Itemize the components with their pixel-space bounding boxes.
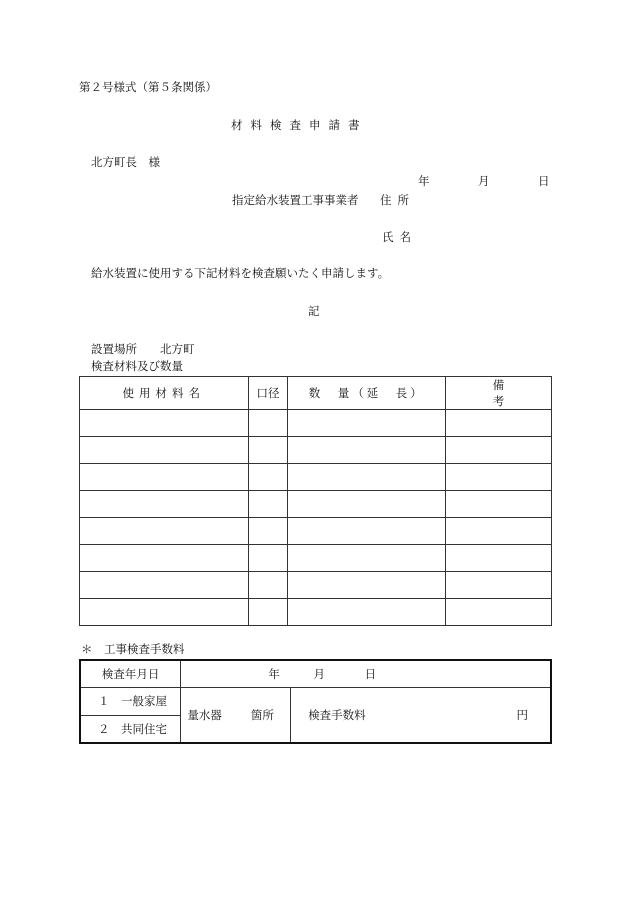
fee-date-month: 月 [313, 666, 325, 681]
remarks-cell [446, 464, 552, 491]
diameter-cell [248, 464, 288, 491]
name-label: 氏名 [382, 230, 417, 244]
quantity-cell [288, 518, 446, 545]
fee-item-label: 検査手数料 [308, 707, 366, 722]
fee-currency-unit: 円 [516, 707, 528, 722]
header-diameter: 口径 [248, 377, 288, 410]
material-name-cell [80, 437, 249, 464]
material-name-cell [80, 599, 249, 626]
remarks-cell [446, 545, 552, 572]
remarks-cell [446, 599, 552, 626]
date-day-label: 日 [538, 174, 550, 188]
document-title: 材料検査申請書 [231, 118, 368, 132]
fee-count-unit: 箇所 [250, 707, 274, 722]
materials-row [80, 599, 552, 626]
materials-row [80, 518, 552, 545]
fee-meter-label: 量水器 [187, 707, 222, 722]
materials-row [80, 572, 552, 599]
material-name-cell [80, 572, 249, 599]
header-material-name: 使用材料名 [80, 377, 249, 410]
diameter-cell [248, 410, 288, 437]
remarks-cell [446, 491, 552, 518]
material-name-cell [80, 410, 249, 437]
materials-row [80, 491, 552, 518]
fee-category-2: ２ 共同住宅 [80, 715, 181, 743]
remarks-cell [446, 437, 552, 464]
materials-row [80, 545, 552, 572]
fee-label: ＊ 工事検査手数料 [81, 642, 185, 656]
date-month-label: 月 [478, 174, 490, 188]
materials-row [80, 437, 552, 464]
fee-date-cell [181, 660, 551, 687]
location-label: 設置場所 [91, 342, 137, 356]
materials-header-row [80, 377, 552, 410]
fee-date-row [80, 660, 551, 687]
material-name-cell [80, 464, 249, 491]
diameter-cell [248, 599, 288, 626]
quantity-cell [288, 464, 446, 491]
applicant-label: 指定給水装置工事事業者 [232, 193, 359, 207]
addressee: 北方町長 様 [91, 155, 160, 169]
location-value: 北方町 [160, 342, 195, 356]
quantity-cell [288, 410, 446, 437]
fee-date-day: 日 [364, 666, 377, 681]
materials-table [79, 376, 552, 626]
materials-label: 検査材料及び数量 [91, 359, 183, 373]
quantity-cell [288, 572, 446, 599]
quantity-cell [288, 491, 446, 518]
fee-table [79, 659, 552, 744]
header-remarks: 備考 [446, 377, 552, 410]
materials-row [80, 464, 552, 491]
materials-row [80, 410, 552, 437]
fee-amount-cell [291, 687, 551, 743]
request-text: 給水装置に使用する下記材料を検査願いたく申請します。 [91, 266, 390, 280]
diameter-cell [248, 518, 288, 545]
address-label: 住所 [380, 193, 415, 207]
diameter-cell [248, 491, 288, 518]
date-year-label: 年 [418, 174, 430, 188]
material-name-cell [80, 491, 249, 518]
material-name-cell [80, 518, 249, 545]
remarks-cell [446, 518, 552, 545]
quantity-cell [288, 599, 446, 626]
fee-date-year: 年 [268, 666, 280, 681]
fee-category-row-1 [80, 687, 551, 715]
diameter-cell [248, 572, 288, 599]
record-mark: 記 [308, 304, 320, 318]
header-quantity: 数 量（延 長） [288, 377, 446, 410]
remarks-cell [446, 572, 552, 599]
diameter-cell [248, 437, 288, 464]
diameter-cell [248, 545, 288, 572]
quantity-cell [288, 545, 446, 572]
fee-date-header: 検査年月日 [80, 660, 181, 687]
quantity-cell [288, 437, 446, 464]
fee-category-1: １ 一般家屋 [80, 687, 181, 715]
form-number: 第２号様式（第５条関係） [79, 80, 217, 94]
remarks-cell [446, 410, 552, 437]
fee-meter-cell [181, 687, 291, 743]
material-name-cell [80, 545, 249, 572]
